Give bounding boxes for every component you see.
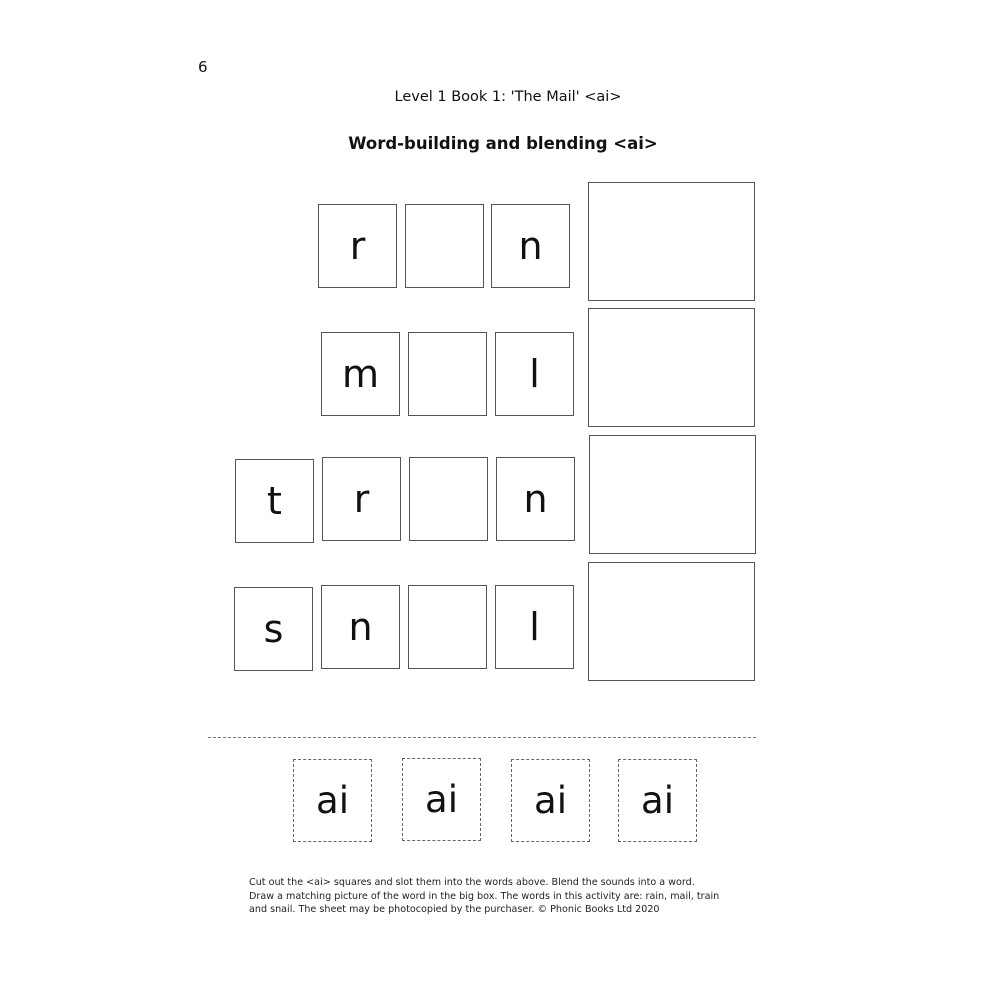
- letter: n: [523, 477, 548, 521]
- picture-box: [588, 182, 755, 301]
- instruction-line: Draw a matching picture of the word in the big box. The words in this activity are: rain, mail, train: [249, 890, 720, 902]
- blank-tile: [408, 585, 487, 669]
- letter-tile: [495, 332, 574, 416]
- letter-tile: [321, 332, 400, 416]
- ai-cutout-card: [511, 759, 590, 842]
- worksheet-title: Word-building and blending <ai>: [348, 134, 658, 153]
- letter-tile: [491, 204, 570, 288]
- card-text: ai: [316, 779, 349, 822]
- instructions: [249, 876, 769, 917]
- blank-tile: [405, 204, 484, 288]
- letter-tile: [322, 457, 401, 541]
- picture-box: [588, 562, 755, 681]
- letter-tile: [321, 585, 400, 669]
- cut-line: [208, 737, 756, 738]
- instruction-line: Cut out the <ai> squares and slot them into the words above. Blend the sounds into a word.: [249, 877, 695, 888]
- letter-tile: [318, 204, 397, 288]
- instruction-line: and snail. The sheet may be photocopied by the purchaser. © Phonic Books Ltd 2020: [249, 904, 660, 915]
- ai-cutout-card: [402, 758, 481, 841]
- page-number: 6: [198, 58, 208, 76]
- letter-tile: [496, 457, 575, 541]
- letter: n: [348, 605, 373, 649]
- letter-tile: [234, 587, 313, 671]
- picture-box: [588, 308, 755, 427]
- letter: n: [518, 224, 543, 268]
- letter-tile: [495, 585, 574, 669]
- letter: m: [341, 352, 380, 396]
- ai-cutout-card: [293, 759, 372, 842]
- card-text: ai: [534, 779, 567, 822]
- letter-tile: [235, 459, 314, 543]
- card-text: ai: [425, 778, 458, 821]
- ai-cutout-card: [618, 759, 697, 842]
- letter: l: [529, 605, 540, 649]
- blank-tile: [409, 457, 488, 541]
- blank-tile: [408, 332, 487, 416]
- letter: r: [349, 224, 366, 268]
- picture-box: [589, 435, 756, 554]
- letter: l: [529, 352, 540, 396]
- card-text: ai: [641, 779, 674, 822]
- letter: t: [267, 479, 282, 523]
- letter: s: [263, 607, 284, 651]
- book-header: Level 1 Book 1: 'The Mail' <ai>: [394, 89, 622, 105]
- letter: r: [353, 477, 370, 521]
